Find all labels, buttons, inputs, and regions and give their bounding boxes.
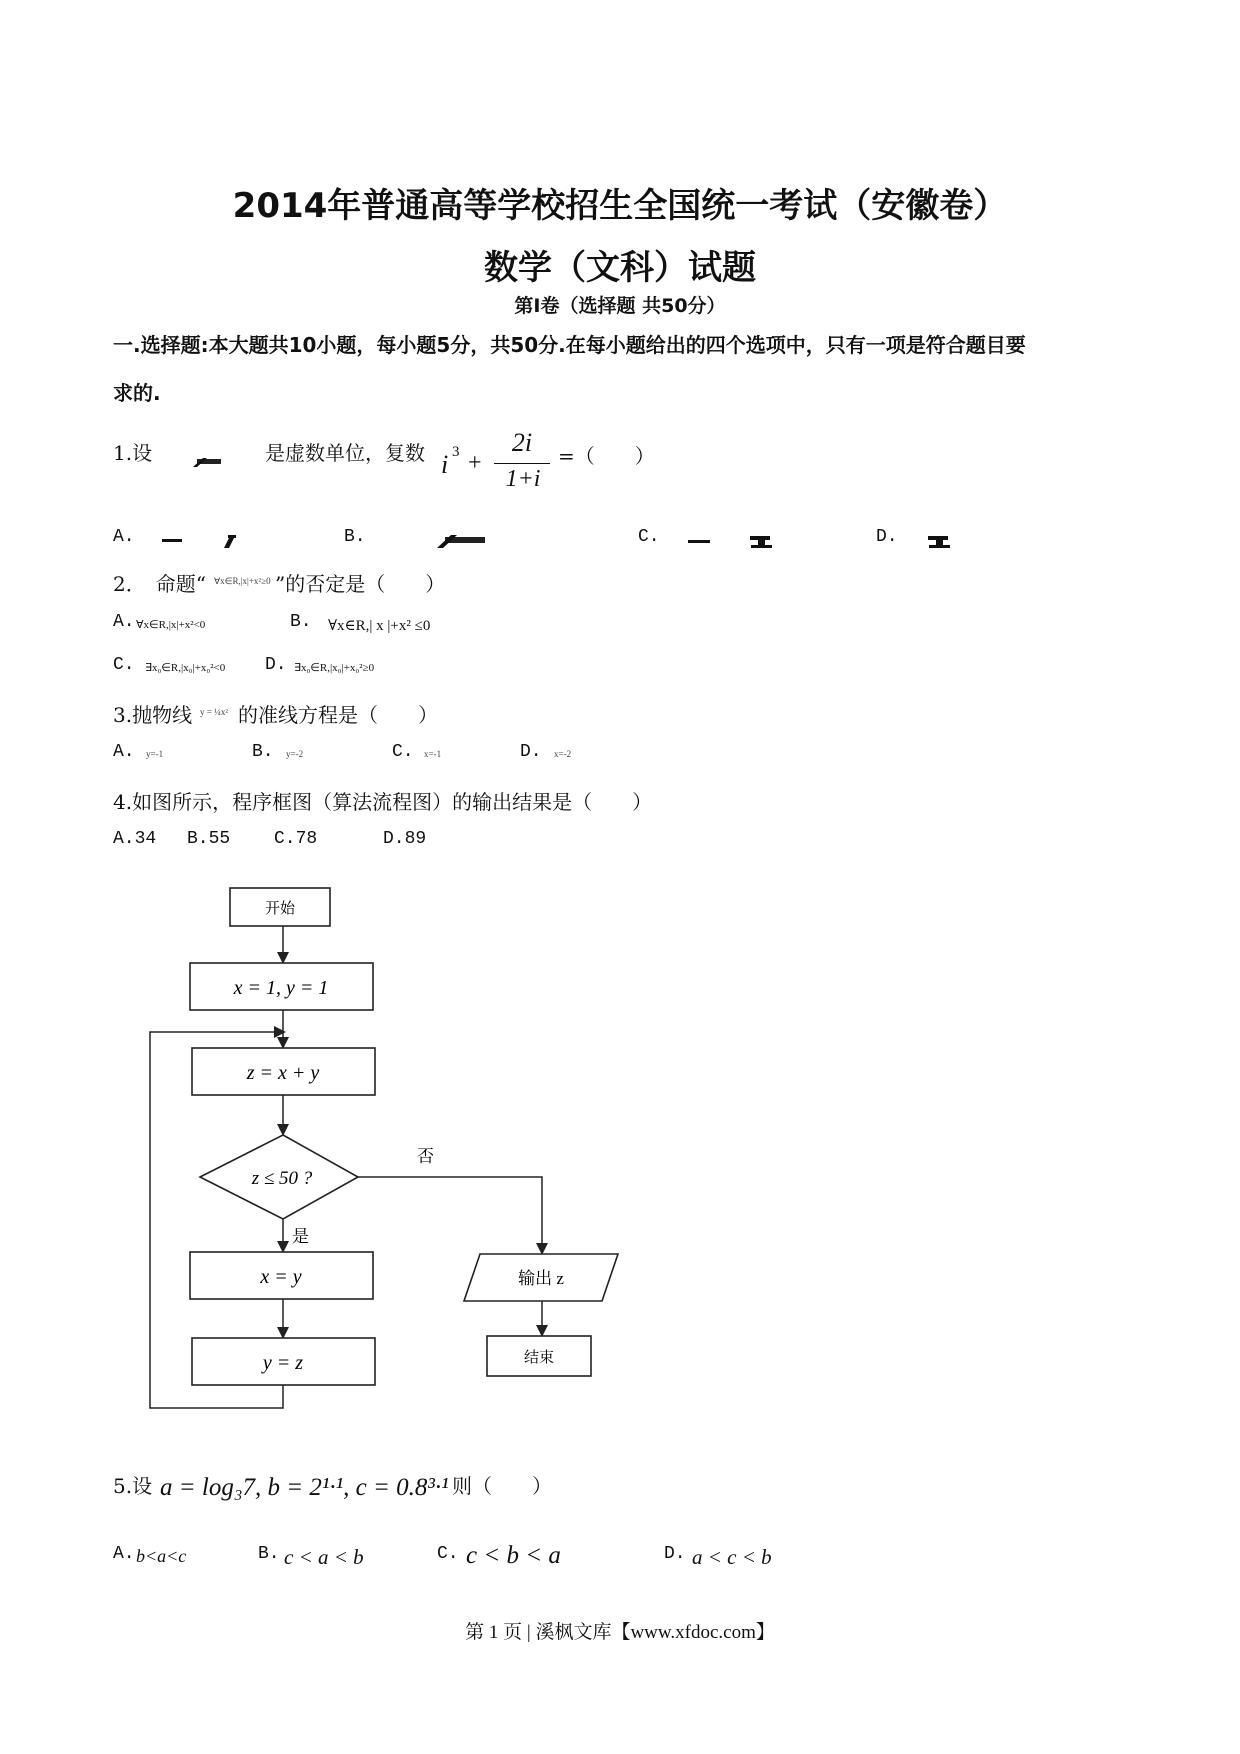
q1-option-c-label: C. bbox=[638, 527, 660, 547]
q5-option-c-label: C. bbox=[437, 1544, 459, 1564]
flowchart-no-label: 否 bbox=[417, 1147, 434, 1166]
q3-option-d-text: x=-2 bbox=[554, 749, 572, 759]
q5-option-b-text: c < a < b bbox=[284, 1545, 364, 1569]
q1-fraction-bar bbox=[494, 463, 550, 464]
q1-suffix: =（ ） bbox=[558, 444, 655, 468]
volume-heading: 第Ⅰ卷（选择题 共50分） bbox=[514, 295, 726, 317]
q5-option-a-label: A. bbox=[113, 1544, 135, 1564]
q2-stem-formula: ∀x∈R,|x|+x²≥0 bbox=[214, 576, 271, 586]
q1-complex-expression bbox=[438, 428, 655, 496]
q2-stem-a: 2． 命题“ bbox=[113, 572, 206, 596]
flowchart-end-label: 结束 bbox=[523, 1350, 555, 1366]
q1-denominator: 1+i bbox=[505, 466, 541, 492]
q3-option-d-label: D. bbox=[520, 742, 542, 762]
q2-option-c-label: C. bbox=[113, 655, 135, 675]
q5-suffix: 则（ ） bbox=[452, 1474, 552, 1498]
flowchart-assign-x-label: x = y bbox=[260, 1266, 302, 1288]
q1-numerator: 2i bbox=[511, 428, 533, 457]
q1-option-a-label: A. bbox=[113, 527, 135, 547]
q3-option-b-label: B. bbox=[252, 742, 274, 762]
q2-option-b-text: ∀x∈R,| x |+x² ≤0 bbox=[328, 618, 431, 634]
q5-option-d-label: D. bbox=[664, 1544, 686, 1564]
q1-option-a-image bbox=[160, 530, 240, 550]
q5-option-a-text: b<a<c bbox=[136, 1546, 187, 1566]
q3-option-b-text: y=-2 bbox=[286, 749, 304, 759]
section-instructions-line1: 一.选择题:本大题共10小题，每小题5分，共50分.在每小题给出的四个选项中，只有一项是符合题目要 bbox=[113, 333, 1026, 357]
flowchart-start-label: 开始 bbox=[264, 901, 296, 917]
exam-title: 2014年普通高等学校招生全国统一考试（安徽卷） bbox=[232, 186, 1008, 226]
q2-stem-b: ”的否定是（ ） bbox=[275, 572, 446, 596]
q1-variable-image bbox=[193, 452, 225, 464]
q1-expr-exponent: 3 bbox=[452, 444, 460, 460]
q1-middle: 是虚数单位，复数 bbox=[265, 441, 425, 465]
q3-option-c-text: x=-1 bbox=[424, 749, 442, 759]
flowchart bbox=[130, 870, 650, 1430]
q3-option-c-label: C. bbox=[392, 742, 414, 762]
flowchart-arrow-no bbox=[358, 1177, 542, 1252]
q1-plus: + bbox=[468, 450, 482, 476]
q5-expression: a = log₃7, b = 2¹·¹, c = 0.8³·¹ bbox=[160, 1474, 449, 1501]
q3-stem-formula: y = ¼x² bbox=[200, 707, 229, 717]
flowchart-yes-label: 是 bbox=[292, 1227, 309, 1246]
section-instructions-line2: 求的. bbox=[113, 381, 161, 405]
q1-option-c-image bbox=[686, 530, 786, 550]
q5-option-b-label: B. bbox=[258, 1544, 280, 1564]
q2-option-d-text: ∃x₀∈R,|x₀|+x₀²≥0 bbox=[294, 662, 375, 674]
flowchart-assign-y-label: y = z bbox=[262, 1352, 304, 1374]
q3-stem-b: 的准线方程是（ ） bbox=[238, 703, 438, 727]
flowchart-decision-label: z ≤ 50 ? bbox=[251, 1168, 313, 1189]
q5-option-d-text: a < c < b bbox=[692, 1545, 772, 1569]
q4-option-c: C.78 bbox=[274, 829, 318, 849]
q1-option-b-label: B. bbox=[344, 527, 366, 547]
q4-option-a: A.34 bbox=[113, 829, 157, 849]
q5-option-c-text: c < b < a bbox=[466, 1542, 561, 1569]
q2-option-b-label: B. bbox=[290, 612, 312, 632]
q1-expr-base: i bbox=[441, 450, 449, 479]
flowchart-sum-label: z = x + y bbox=[246, 1062, 320, 1084]
page-footer: 第 1 页 | 溪枫文库【www.xfdoc.com】 bbox=[465, 1622, 775, 1643]
q2-option-a-text: ∀x∈R,|x|+x²<0 bbox=[136, 619, 206, 631]
q1-prefix: 1.设 bbox=[113, 441, 153, 465]
q2-option-d-label: D. bbox=[265, 655, 287, 675]
flowchart-output-label: 输出 z bbox=[518, 1269, 564, 1288]
q5-prefix: 5.设 bbox=[113, 1474, 153, 1498]
q1-option-d-image bbox=[922, 530, 972, 550]
q3-option-a-text: y=-1 bbox=[146, 749, 164, 759]
q1-option-b-image bbox=[437, 532, 493, 548]
q1-option-d-label: D. bbox=[876, 527, 898, 547]
q4-option-d: D.89 bbox=[383, 829, 427, 849]
q4-option-b: B.55 bbox=[187, 829, 231, 849]
flowchart-init-label: x = 1, y = 1 bbox=[233, 977, 329, 999]
exam-subtitle: 数学（文科）试题 bbox=[484, 248, 756, 288]
q3-option-a-label: A. bbox=[113, 742, 135, 762]
q4-stem: 4.如图所示，程序框图（算法流程图）的输出结果是（ ） bbox=[113, 790, 653, 814]
q2-option-c-text: ∃x₀∈R,|x₀|+x₀²<0 bbox=[145, 662, 226, 674]
q2-option-a-label: A. bbox=[113, 612, 135, 632]
q3-stem-a: 3.抛物线 bbox=[113, 703, 193, 727]
